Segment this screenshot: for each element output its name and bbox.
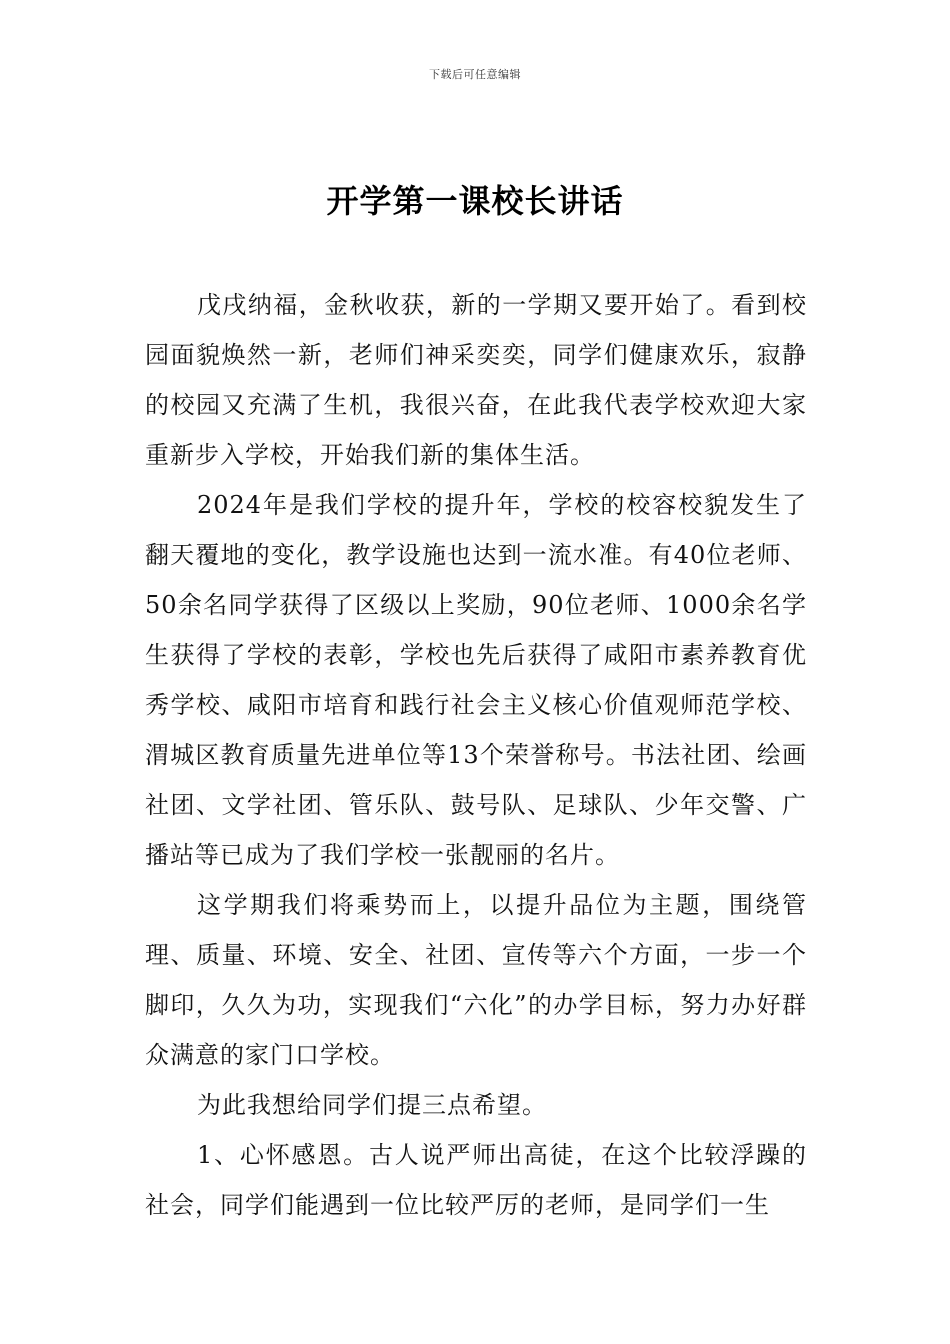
paragraph-4: 为此我想给同学们提三点希望。 (197, 1091, 547, 1119)
paragraph-3: 这学期我们将乘势而上，以提升品位为主题，围绕管理、质量、环境、安全、社团、宣传等六个方面，一步一个脚印，久久为功，实现我们“六化”的办学目标，努力办好群众满意的家门口学校。 (145, 891, 807, 1069)
document-body (145, 280, 807, 1230)
paragraph-5: 1、心怀感恩。古人说严师出高徒，在这个比较浮躁的社会，同学们能遇到一位比较严厉的老师，是同学们一生 (145, 1141, 807, 1219)
paragraph-2: 2024年是我们学校的提升年，学校的校容校貌发生了翻天覆地的变化，教学设施也达到一流水准。有40位老师、50余名同学获得了区级以上奖励，90位老师、1000余名学生获得了学校的表彰，学校也先后获得了咸阳市素养教育优秀学校、咸阳市培育和践行社会主义核心价值观师范学校、渭城区教育质量先进单位等13个荣誉称号。书法社团、绘画社团、文学社团、管乐队、鼓号队、足球队、少年交警、广播站等已成为了我们学校一张靓丽的名片。 (145, 491, 807, 869)
document-title: 开学第一课校长讲话 (326, 182, 624, 220)
header-note: 下载后可任意编辑 (429, 68, 521, 81)
paragraph-1: 戊戌纳福，金秋收获，新的一学期又要开始了。看到校园面貌焕然一新，老师们神采奕奕，同学们健康欢乐，寂静的校园又充满了生机，我很兴奋，在此我代表学校欢迎大家重新步入学校，开始我们新的集体生活。 (145, 291, 807, 469)
